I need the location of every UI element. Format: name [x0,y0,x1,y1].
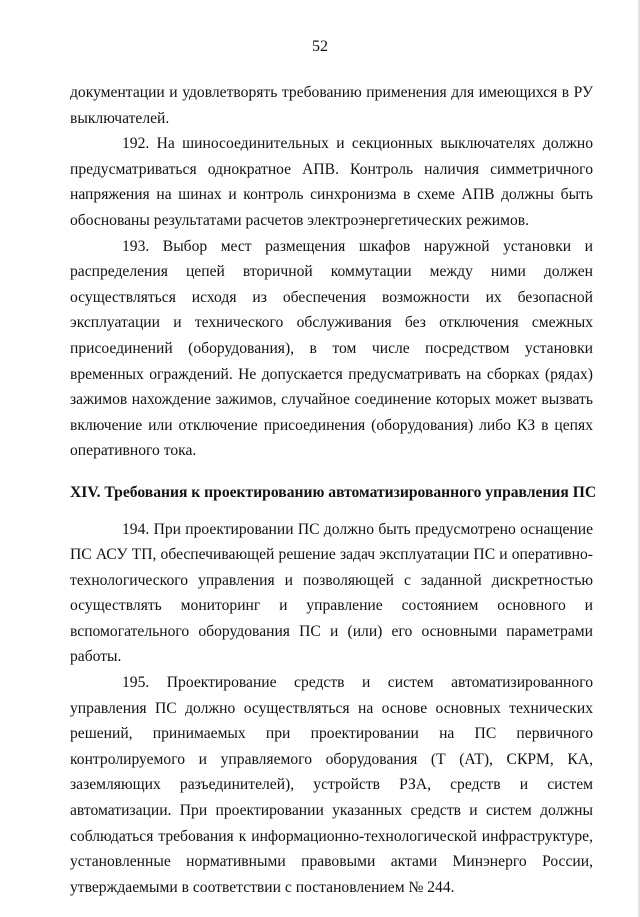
paragraph-193: 193. Выбор мест размещения шкафов наружной установки и распределения цепей вторичной коммутации между ними должен осуществляться исходя из обеспечения возможности их безопасной эксплуатации и технического обслуживания без отключения смежных присоединений (оборудования), в том числе посредством установки временных ограждений. Не допускается предусматривать на сборках (рядах) зажимов нахождение зажимов, случайное соединение которых может вызвать включение или отключение присоединения (оборудования) либо КЗ в цепях оперативного тока. [70,237,593,460]
paragraph-195: 195. Проектирование средств и систем автоматизированного управления ПС должно осуществляться на основе основных технических решений, принимаемых при проектировании на ПС первичного контролируемого и управляемого оборудования (Т (АТ), СКРМ, КА, заземляющих разъединителей), устройств РЗА, средств и систем автоматизации. При проектировании указанных средств и систем должны соблюдаться требования к информационно-технологической инфраструктуре, установленные нормативными правовыми актами Минэнерго России, утверждаемыми в соответствии с постановлением № 244. [70,674,593,896]
paragraph-192: 192. На шиносоединительных и секционных выключателях должно предусматриваться однократное АПВ. Контроль наличия симметричного напряжения на шинах и контроль синхронизма в схеме АПВ должны быть обоснованы результатами расчетов электроэнергетических режимов. [70,135,593,229]
page-number: 52 [312,38,328,55]
section-heading: XIV. Требования к проектированию автоматизированного управления ПС [70,483,597,501]
paragraph-continuation: документации и удовлетворять требованию применения для имеющихся в РУ выключателей. [70,84,593,127]
paragraph-194: 194. При проектировании ПС должно быть предусмотрено оснащение ПС АСУ ТП, обеспечивающей решение задач эксплуатации ПС и оперативно-технологического управления и позволяющей с заданной дискретностью осуществлять мониторинг и управление состоянием основного и вспомогательного оборудования ПС и (или) его основными параметрами работы. [70,520,593,666]
document-body [70,80,597,900]
